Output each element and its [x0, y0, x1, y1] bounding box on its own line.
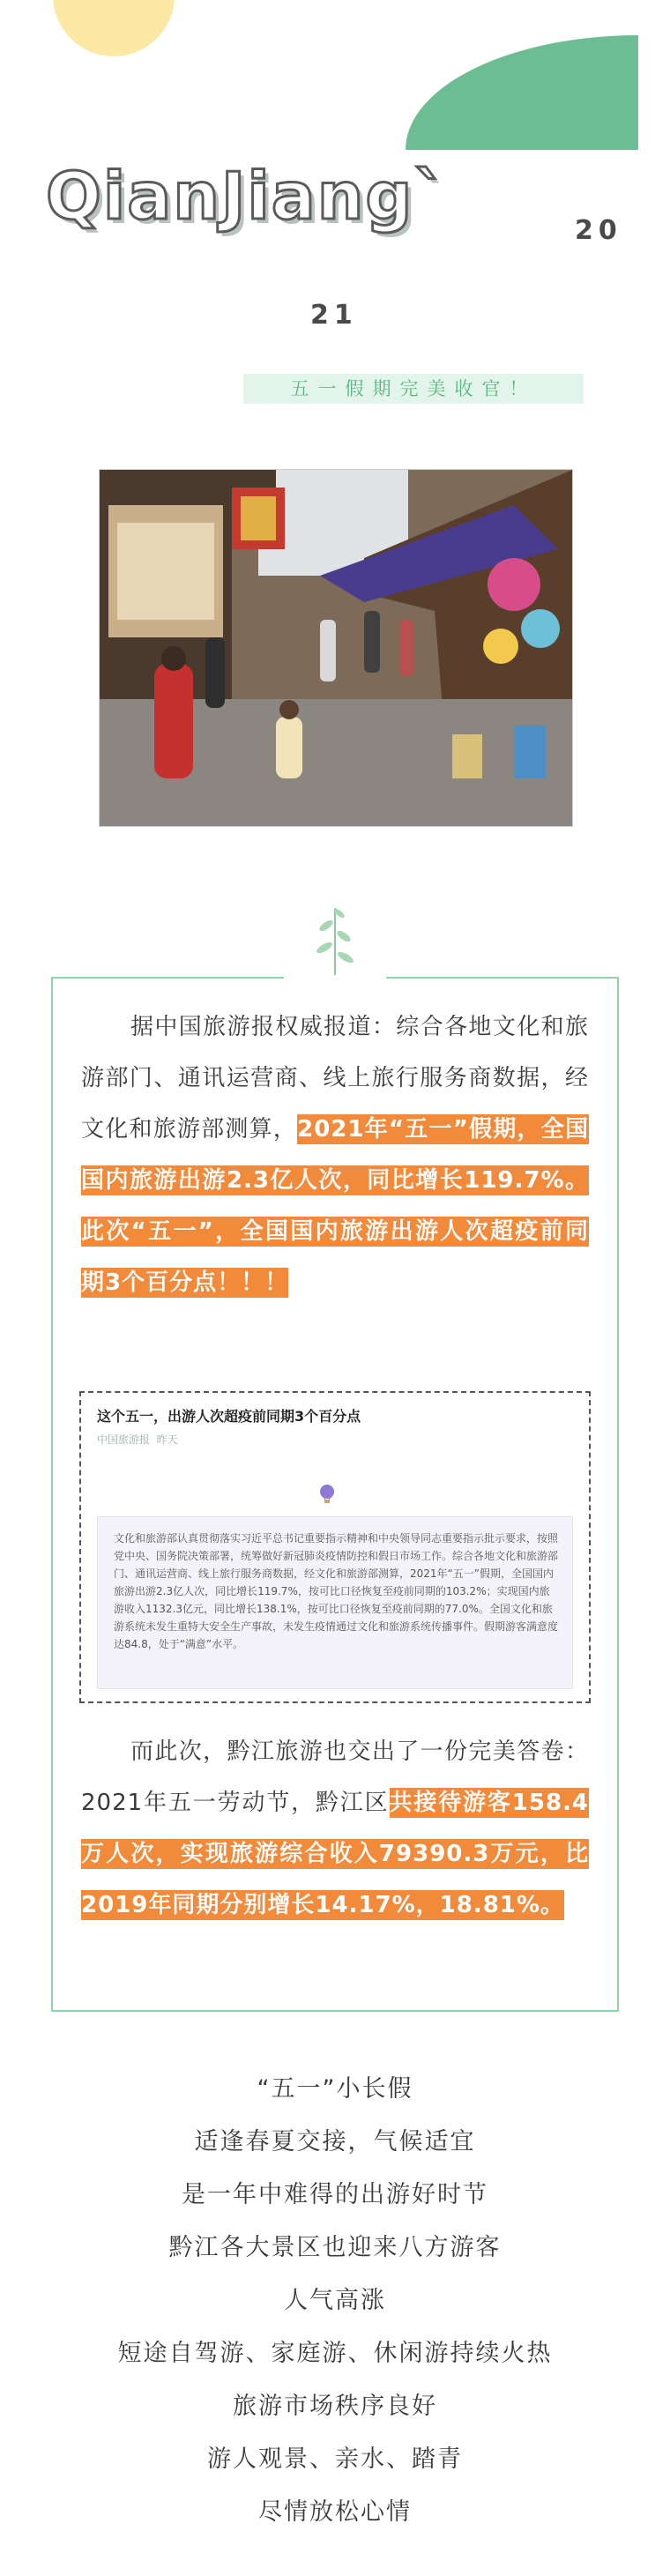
closing-line: 旅游市场秩序良好 — [233, 2393, 437, 2420]
clipping-body: 文化和旅游部认真贯彻落实习近平总书记重要指示精神和中央领导同志重要指示批示要求，按照党中央、国务院决策部署，统筹做好新冠肺炎疫情防控和假日市场工作。综合各地文化和旅游部门、通讯运营商、线上旅行服务商数据，经文化和旅游部测算，2021年“五一”假期，全国国内旅游出游2.3亿人次，同比增长119.7%，按可比口径恢复至疫前同期的103.2%；实现国内旅游收入1132.3亿元，同比增长138.1%，按可比口径恢复至疫前同期的77.0%。全国文化和旅游系统未发生重特大安全生产事故，未发生疫情通过文化和旅游系统传播事件。假期游客满意度达84.8，处于“满意”水平。 — [114, 1532, 559, 1650]
highlight-qianjiang-stats: 共接待游客158.4万人次，实现旅游综合收入79390.3万元，比2019年同期分别增长14.17%，18.81%。 — [81, 1790, 589, 1918]
closing-line: 适逢春夏交接，气候适宜 — [194, 2128, 476, 2155]
clipping-source — [97, 1432, 178, 1447]
page-subtitle: 五一假期完美收官！ — [290, 378, 537, 399]
clipping-body-panel — [97, 1516, 573, 1689]
closing-line: 人气高涨 — [284, 2287, 386, 2314]
closing-line: 黔江各大景区也迎来八方游客 — [168, 2234, 502, 2261]
closing-line: 游人观景、亲水、踏青 — [207, 2446, 463, 2473]
street-scene-illustration — [100, 470, 572, 826]
street-photo — [99, 469, 573, 827]
paragraph-intro — [81, 1001, 589, 1308]
year-part-1: 20 — [575, 215, 622, 246]
clipping-title: 这个五一，出游人次超疫前同期3个百分点 — [97, 1408, 361, 1425]
decor-green-quarter — [406, 35, 638, 150]
hot-air-balloon-icon — [318, 1485, 336, 1504]
brand-title: QianJiang` — [46, 159, 449, 235]
sprig-icon — [291, 899, 379, 979]
news-clipping — [79, 1391, 591, 1703]
paragraph-qianjiang-text: 而此次，黔江旅游也交出了一份完美答卷：2021年五一劳动节，黔江区 — [81, 1738, 589, 1816]
decor-yellow-circle — [53, 0, 175, 56]
frame-gap — [284, 975, 386, 980]
year-part-2: 21 — [310, 300, 358, 331]
clipping-time: 昨天 — [156, 1433, 178, 1446]
clipping-source-name: 中国旅游报 — [97, 1433, 151, 1446]
highlight-national-stats: 2021年“五一”假期，全国国内旅游出游2.3亿人次，同比增长119.7%。此次“五一”，全国国内旅游出游人次超疫前同期3个百分点！！！ — [81, 1116, 589, 1296]
paragraph-qianjiang — [81, 1726, 589, 1931]
closing-line: 尽情放松心情 — [258, 2498, 412, 2526]
closing-line: 是一年中难得的出游好时节 — [182, 2181, 488, 2208]
paragraph-intro-text: 据中国旅游报权威报道：综合各地文化和旅游部门、通讯运营商、线上旅行服务商数据，经文化和旅游部测算， — [81, 1014, 589, 1143]
closing-line: 短途自驾游、家庭游、休闲游持续火热 — [117, 2340, 553, 2367]
closing-line: “五一”小长假 — [257, 2075, 413, 2103]
